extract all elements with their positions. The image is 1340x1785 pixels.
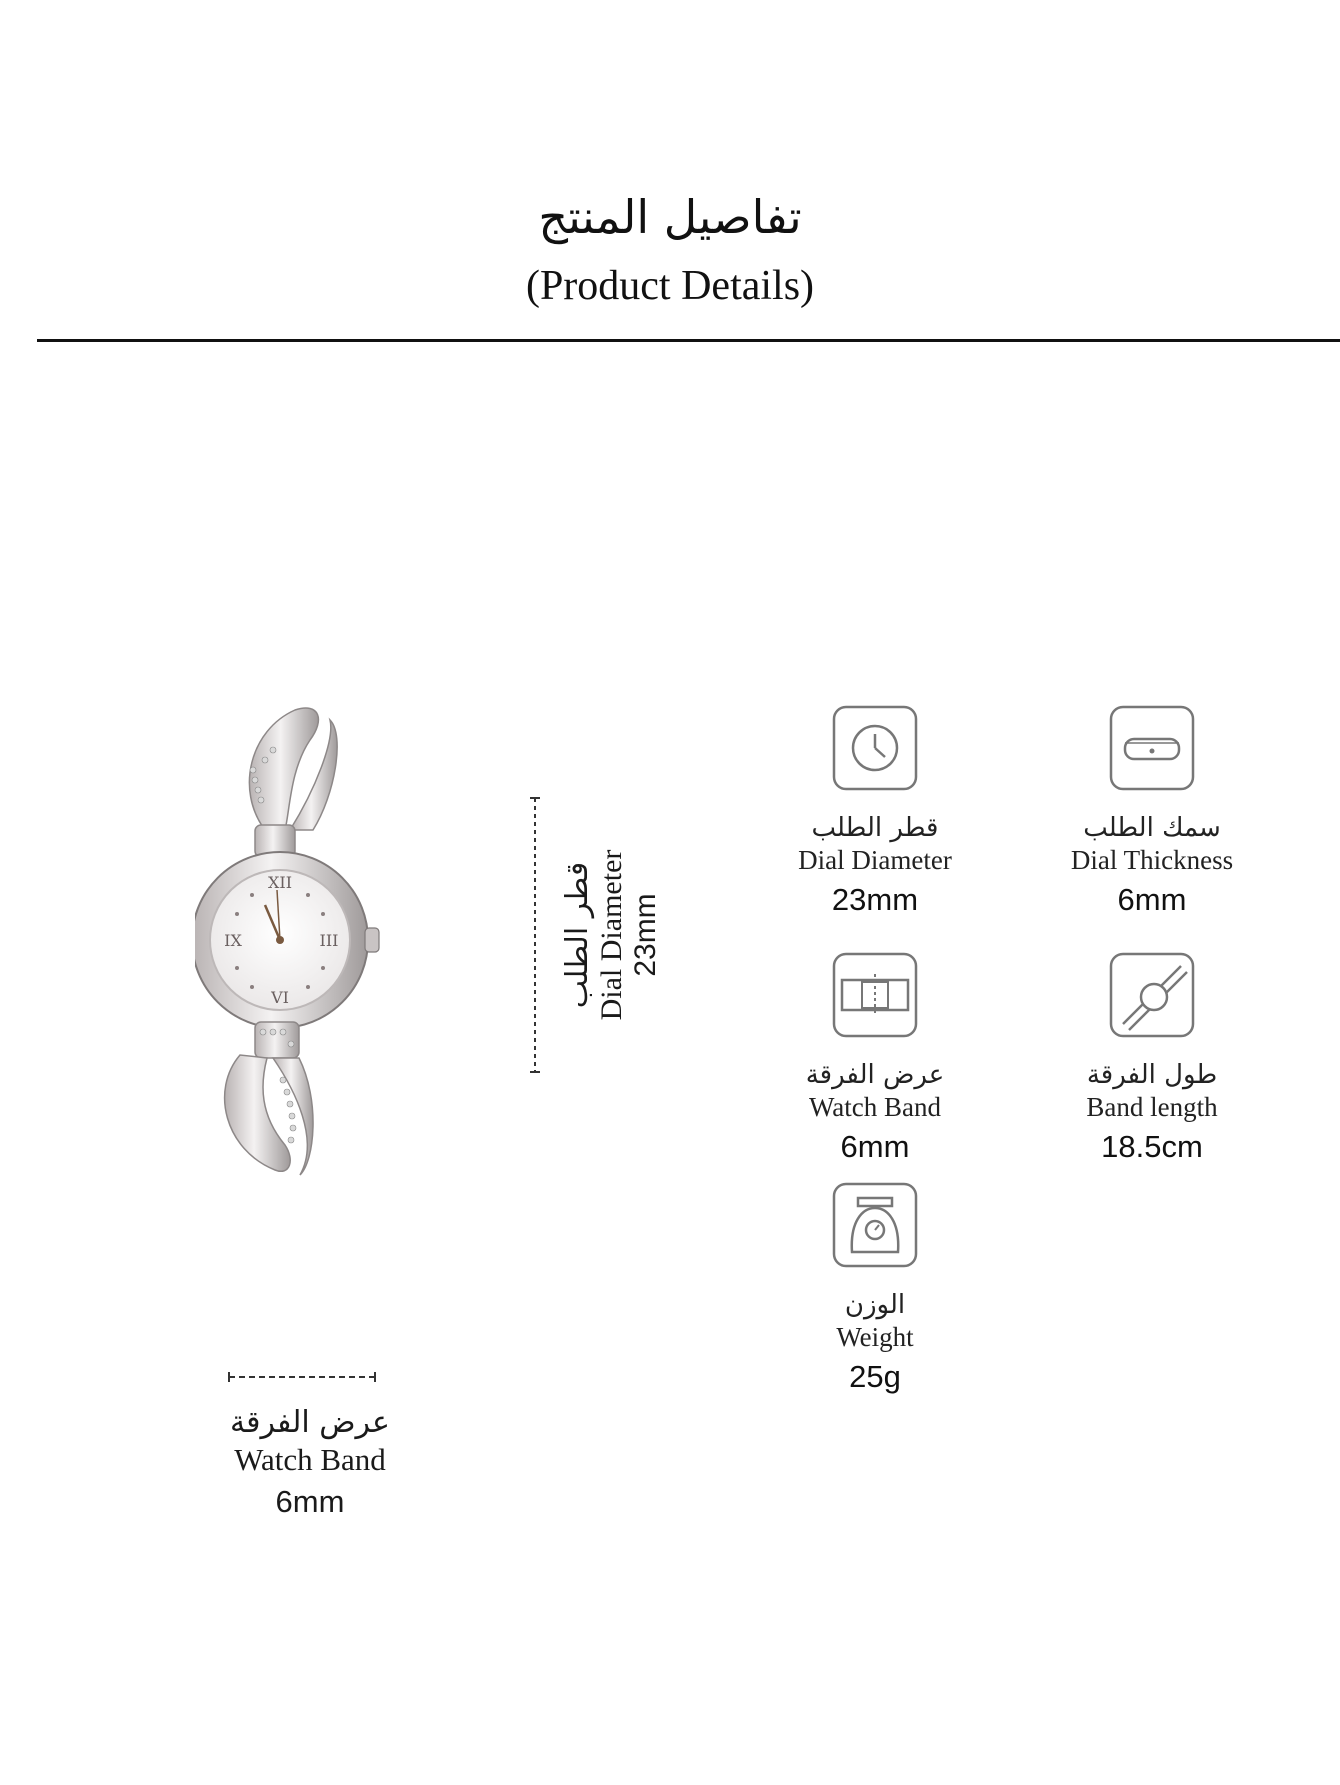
spec-label-english: Dial Diameter: [798, 845, 952, 875]
band-length-icon: [1109, 952, 1195, 1038]
spec-dial-diameter: [755, 705, 995, 918]
page-title-english: (Product Details): [525, 263, 815, 309]
title-divider: [37, 339, 1340, 342]
bottom-label-english: Watch Band: [234, 1442, 386, 1477]
watch-band-icon: [832, 952, 918, 1038]
watch-band-measure-line: [228, 1370, 376, 1384]
spec-value: 6mm: [840, 1129, 910, 1164]
page-title-arabic: تفاصيل المنتج: [538, 190, 802, 244]
spec-watch-band: [755, 952, 995, 1165]
svg-text:IX: IX: [224, 931, 242, 950]
dial-diameter-measure-line: [528, 797, 542, 1073]
bottom-label-value: 6mm: [275, 1484, 345, 1519]
spec-label-arabic: عرض الفرقة: [805, 1060, 945, 1090]
weight-scale-icon: [832, 1182, 918, 1268]
dial-diameter-vertical-label: [561, 850, 663, 1021]
spec-label-english: Watch Band: [808, 1092, 942, 1122]
svg-text:VI: VI: [271, 988, 289, 1007]
spec-value: 6mm: [1117, 882, 1187, 917]
spec-label-arabic: الوزن: [844, 1290, 906, 1320]
vertical-label-value: 23mm: [629, 893, 662, 977]
svg-text:XII: XII: [267, 873, 293, 892]
spec-value: 18.5cm: [1101, 1129, 1203, 1164]
bottom-label-arabic: عرض الفرقة: [230, 1405, 390, 1440]
spec-label-english: Band length: [1086, 1092, 1218, 1122]
spec-value: 25g: [849, 1359, 901, 1394]
vertical-label-arabic: قطر الطلب: [560, 861, 595, 1009]
spec-weight: [755, 1182, 995, 1395]
watch-band-bottom-label: [185, 1405, 435, 1520]
spec-label-arabic: طول الفرقة: [1086, 1060, 1218, 1090]
clock-icon: [832, 705, 918, 791]
spec-value: 23mm: [831, 882, 919, 917]
spec-dial-thickness: [1032, 705, 1272, 918]
spec-label-english: Dial Thickness: [1070, 845, 1234, 875]
vertical-label-english: Dial Diameter: [595, 849, 628, 1021]
spec-label-arabic: قطر الطلب: [811, 813, 939, 843]
spec-label-arabic: سمك الطلب: [1083, 813, 1221, 843]
dial-thickness-icon: [1109, 705, 1195, 791]
svg-text:III: III: [319, 931, 339, 950]
watch-product-image: [195, 700, 405, 1180]
spec-band-length: [1032, 952, 1272, 1165]
spec-label-english: Weight: [836, 1322, 914, 1352]
